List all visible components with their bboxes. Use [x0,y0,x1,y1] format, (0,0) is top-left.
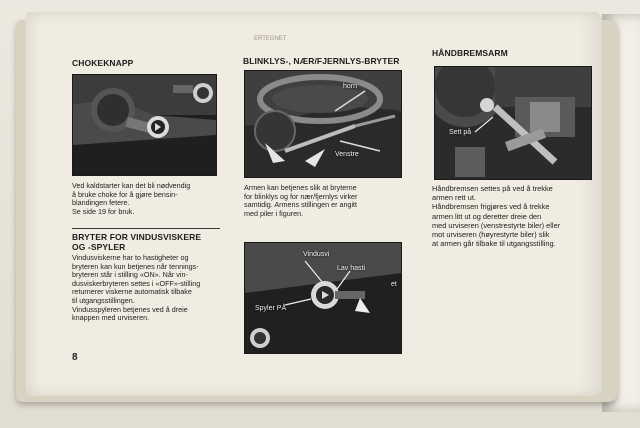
vindusviskere-heading-1: BRYTER FOR VINDUSVISKERE [72,232,202,242]
chokeknapp-heading: CHOKEKNAPP [72,58,134,68]
handbrake-photo [434,66,592,180]
blinklys-line: med piler i figuren. [244,208,304,218]
photo-label-spyler: Spyler PÅ [255,305,287,312]
handbrems-line: armen litt ut og deretter dreie den [432,211,542,221]
chokeknapp-line: blandingen fetere. [72,198,130,208]
chokeknapp-line: Se side 19 for bruk. [72,206,135,216]
vindusviskere-body [72,254,224,323]
blinklys-line: samtidig. Armens stillingen er angitt [244,200,358,210]
blinklys-body [244,184,402,218]
photo-label-vindusvi: Vindusvi [303,251,330,258]
handbrems-body [432,184,596,248]
vindusviskere-line: bryteren står i stilling «ON». Når vin- [72,270,188,280]
handbrake-illustration [435,67,591,179]
vindusviskere-line: bryteren kan kun betjenes når tennings- [72,261,199,271]
photo-label-sett-pa: Sett på [449,129,472,136]
page-number: 8 [72,352,78,363]
wiper-switch-photo [244,242,402,354]
photo-label-edge: et [391,281,397,288]
vindusviskere-line: til utgangsstillingen. [72,295,135,305]
vindusviskere-line: knappen med urviseren. [72,313,150,323]
blinklys-line: for blinklys og for nær/fjernlys virker [244,191,358,201]
turn-signal-illustration [245,71,401,177]
chokeknapp-body [72,182,222,216]
turn-signal-lever-photo [244,70,402,178]
photo-label-lav-hasti: Lav hasti [337,265,366,272]
choke-knob-illustration [73,75,216,175]
vindusviskere-line: Vindusspyleren betjenes ved å dreie [72,304,188,314]
photo-label-horn: horn [343,83,358,90]
choke-knob-photo [72,74,217,176]
handbrems-line: med urviseren (venstrestyrte biler) eller [432,220,561,230]
chokeknapp-line: å bruke choke for å gjøre bensin- [72,189,178,199]
handbrems-line: Håndbremsen frigjøres ved å trekke [432,202,550,212]
handbrems-line: Håndbremsen settes på ved å trekke [432,184,553,193]
vindusviskere-line: returnerer viskerne automatisk tilbake [72,287,192,297]
section-divider [72,228,220,229]
handbrems-line: mot urviseren (høyrestyrte biler) slik [432,230,550,240]
handbrems-line: at armen går tilbake til utgangsstilling. [432,239,556,249]
blinklys-line: Armen kan betjenes slik at bryterne [244,183,357,192]
handbrems-heading: HÅNDBREMSARM [432,48,508,58]
handbrems-line: armen rett ut. [432,193,476,203]
vindusviskere-line: Vindusviskerne har to hastigheter og [72,253,189,262]
photo-label-venstre: Venstre [335,151,359,158]
wiper-switch-illustration [245,243,401,353]
chokeknapp-line: Ved kaldstarter kan det bli nødvendig [72,181,191,190]
page-edge-fragment: ERTEGNET [254,36,287,42]
vindusviskere-heading-2: OG -SPYLER [72,242,126,252]
vindusviskere-line: dusviskerbryteren settes i «OFF»-stilling [72,278,201,288]
blinklys-heading: BLINKLYS-, NÆR/FJERNLYS-BRYTER [243,56,400,66]
